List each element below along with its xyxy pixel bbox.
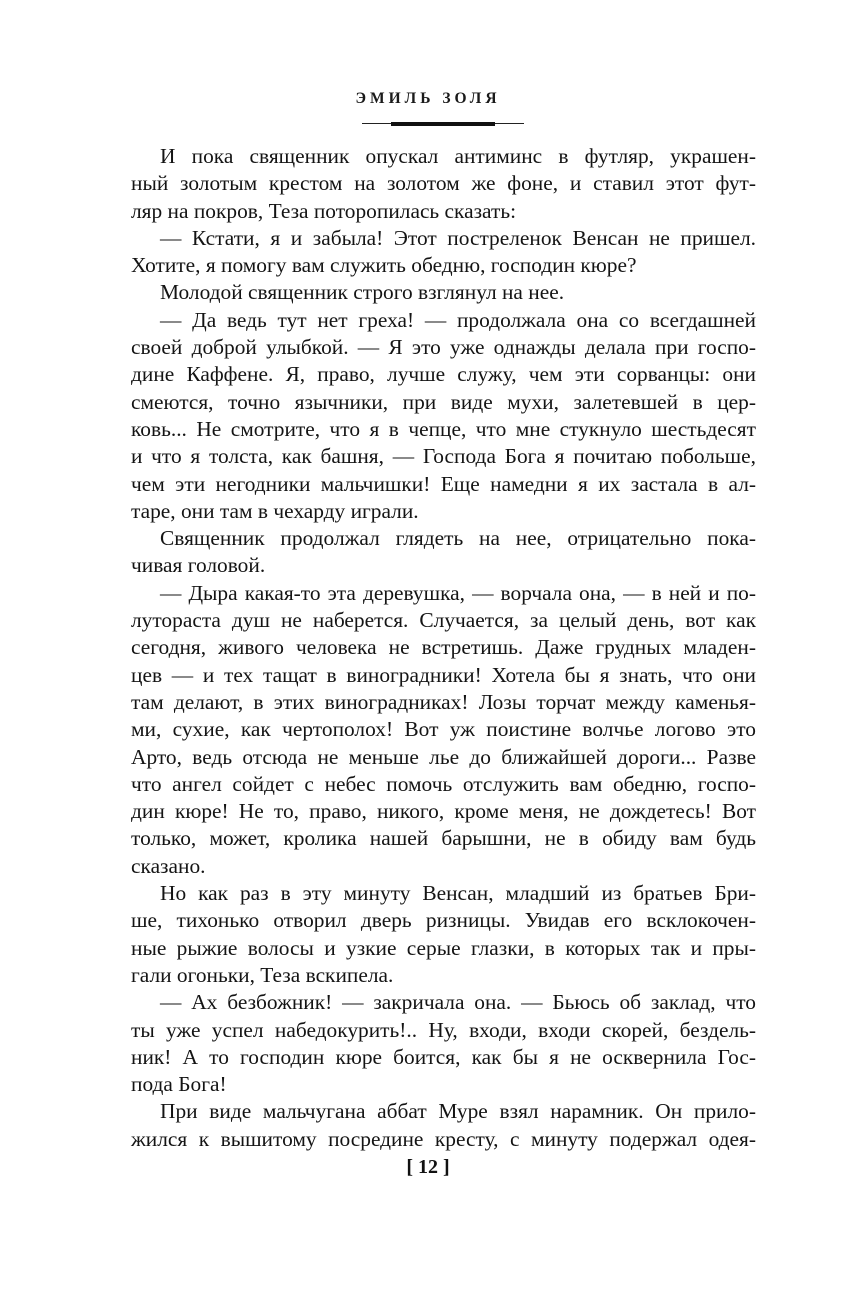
text-line: сегодня, живого человека не встретишь. Даже грудных младен- bbox=[131, 635, 756, 660]
text-line: Арто, ведь отсюда не меньше лье до ближайшей дороги... Разве bbox=[131, 744, 756, 769]
text-line: гали огоньки, Теза вскипела. bbox=[131, 962, 394, 987]
text-line: только, может, кролика нашей барышни, не в обиду вам будь bbox=[131, 826, 756, 851]
text-line: ше, тихонько отворил дверь ризницы. Увидав его всклокочен- bbox=[131, 908, 756, 933]
text-line: — Кстати, я и забыла! Этот постреленок Венсан не пришел. bbox=[160, 225, 756, 250]
header-rule-bold bbox=[391, 122, 495, 126]
text-line: — Дыра какая-то эта деревушка, — ворчала она, — в ней и по- bbox=[160, 580, 756, 605]
text-line: и что я толста, как башня, — Господа Бога я почитаю побольше, bbox=[131, 444, 756, 469]
text-line: ный золотым крестом на золотом же фоне, и ставил этот фут- bbox=[131, 171, 756, 196]
body-text bbox=[131, 143, 756, 1153]
text-line: жился к вышитому посредине кресту, с минуту подержал одея- bbox=[131, 1126, 756, 1151]
text-line: ми, сухие, как чертополох! Вот уж поистине волчье логово это bbox=[131, 717, 756, 742]
text-line: — Да ведь тут нет греха! — продолжала она со всегдашней bbox=[160, 307, 756, 332]
text-line: смеются, точно язычники, при виде мухи, залетевшей в цер- bbox=[131, 389, 756, 414]
text-line: ляр на покров, Теза поторопилась сказать: bbox=[131, 198, 517, 223]
text-line: сказано. bbox=[131, 853, 206, 878]
text-line: ные рыжие волосы и узкие серые глазки, в которых так и пры- bbox=[131, 935, 756, 960]
running-head-author: ЭМИЛЬ ЗОЛЯ bbox=[355, 90, 501, 107]
text-line: что ангел сойдет с небес помочь отслужить вам обедню, госпо- bbox=[131, 771, 756, 796]
text-line: лутораста душ не наберется. Случается, за целый день, вот как bbox=[131, 608, 756, 633]
text-line: своей доброй улыбкой. — Я это уже однажды делала при госпо- bbox=[131, 335, 756, 360]
text-line: Хотите, я помогу вам служить обедню, господин кюре? bbox=[131, 253, 637, 278]
text-line: чивая головой. bbox=[131, 553, 266, 578]
text-line: Но как раз в эту минуту Венсан, младший из братьев Бри- bbox=[160, 881, 756, 906]
text-line: И пока священник опускал антиминс в футляр, украшен- bbox=[160, 144, 756, 168]
text-line: При виде мальчугана аббат Муре взял нарамник. Он прило- bbox=[160, 1099, 756, 1124]
text-line: ты уже успел набедокурить!.. Ну, входи, входи скорей, бездель- bbox=[131, 1017, 756, 1042]
text-line: там делают, в этих виноградниках! Лозы торчат между каменья- bbox=[131, 689, 756, 714]
text-line: чем эти негодники мальчишки! Еще намедни я их застала в ал- bbox=[131, 471, 756, 496]
text-line: — Ах безбожник! — закричала она. — Бьюсь об заклад, что bbox=[160, 990, 756, 1015]
text-line: дине Каффене. Я, право, лучше служу, чем эти сорванцы: они bbox=[131, 362, 756, 387]
text-line: дин кюре! Не то, право, никого, кроме меня, не дождетесь! Вот bbox=[131, 799, 756, 824]
text-line: Священник продолжал глядеть на нее, отрицательно пока- bbox=[160, 526, 756, 551]
text-line: Молодой священник строго взглянул на нее. bbox=[160, 280, 565, 305]
text-line: таре, они там в чехарду играли. bbox=[131, 498, 419, 523]
text-line: ковь... Не смотрите, что я в чепце, что мне стукнуло шестьдесят bbox=[131, 416, 756, 441]
text-line: пода Бога! bbox=[131, 1072, 227, 1097]
page-number: [ 12 ] bbox=[406, 1156, 450, 1178]
text-line: цев — и тех тащат в виноградники! Хотела бы я знать, что они bbox=[131, 662, 756, 687]
text-line: ник! А то господин кюре боится, как бы я не осквернила Гос- bbox=[131, 1044, 756, 1069]
